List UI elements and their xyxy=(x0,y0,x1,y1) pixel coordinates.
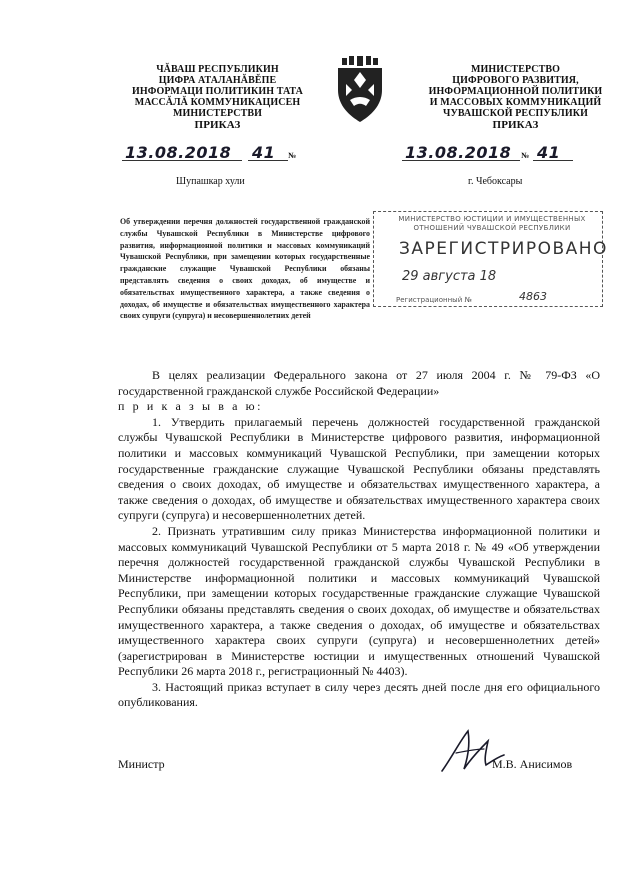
body-preamble: В целях реализации Федерального закона от 27 июля 2004 г. № 79-ФЗ «О государственной гражданской службе Российской Федерации» xyxy=(118,368,600,398)
city-left: Шупашкар хули xyxy=(176,176,245,187)
stamp-header: МИНИСТЕРСТВО ЮСТИЦИИ И ИМУЩЕСТВЕННЫХ ОТНОШЕНИЙ ЧУВАШСКОЙ РЕСПУБЛИКИ xyxy=(398,215,586,232)
body-item-1: 1. Утвердить прилагаемый перечень должностей государственной гражданской службы Чувашской Республики в Министерстве цифрового развития, информационной политики и массовых коммуникаций Чувашской Республики, при замещении которых государственные гражданские служащие Чувашской Республики обязаны представлять сведения о своих доходах, об имуществе и обязательствах имущественного характера, а также сведения о доходах, об имуществе и обязательствах имущественного характера своих супруги (супруга) и несовершеннолетних детей. xyxy=(118,414,600,523)
header-right-title: ПРИКАЗ xyxy=(492,119,539,131)
header-right-line: ЧУВАШСКОЙ РЕСПУБЛИКИ xyxy=(443,108,588,119)
signatory-name: М.В. Анисимов xyxy=(492,757,573,771)
body-order-word: п р и к а з ы в а ю: xyxy=(118,399,264,414)
chuvash-emblem-icon xyxy=(332,56,388,124)
header-left-line: МИНИСТЕРСТВИ xyxy=(172,108,263,119)
stamp-registered-word: ЗАРЕГИСТРИРОВАНО xyxy=(399,239,608,259)
body-item-2: 2. Признать утратившим силу приказ Министерства информационной политики и массовых коммуникаций Чувашской Республики от 5 марта 2018 г. № 49 «Об утверждении перечня должностей государственной гражданской службы Чувашской Республики в Министерстве информационной политики и массовых коммуникаций Чувашской Республики, при замещении которых государственные гражданские служащие Чувашской Республики обязаны представлять сведения о своих доходах, об имуществе и обязательствах имущественного характера, а также сведения о доходах, об имуществе и обязательствах имущественного характера своих супруги (супруга) и несовершеннолетних детей» (зарегистрирован в Министерстве юстиции и имущественных отношений Чувашской Республики 26 марта 2018 г., регистрационный № 4403). xyxy=(118,523,600,679)
header-left-line: МАССĂЛĂ КОММУНИКАЦИСЕН xyxy=(134,97,301,108)
number-sign: № xyxy=(521,151,530,160)
date-handwritten: 13.08.2018 xyxy=(125,143,232,162)
header-left xyxy=(100,64,335,131)
document-subject: Об утверждении перечня должностей государственной гражданской службы Чувашской Республики в Министерстве цифрового развития, информационной политики и массовых коммуникаций Чувашской Республики, при замещении которых государственные гражданские служащие Чувашской Республики обязаны представлять сведения о своих доходах, об имуществе и обязательствах имущественного характера, а также сведения о доходах, об имуществе и обязательствах имущественного характера своих супруги (супруга) и несовершеннолетних детей xyxy=(120,217,370,321)
stamp-date: 29 августа 18 xyxy=(402,269,497,284)
number-sign: № xyxy=(288,151,297,160)
header-right xyxy=(398,64,633,131)
document-body xyxy=(118,368,600,711)
number-handwritten: 41 xyxy=(252,143,276,162)
header-left-line: ЦИФРА АТАЛАНĂВĔПЕ xyxy=(158,75,277,86)
header-left-line: ЧĂВАШ РЕСПУБЛИКИН xyxy=(156,64,279,75)
header-right-line: МИНИСТЕРСТВО xyxy=(470,64,561,75)
signatory-title: Министр xyxy=(118,757,165,771)
header-right-line: И МАССОВЫХ КОММУНИКАЦИЙ xyxy=(429,97,602,108)
stamp-reg-number: 4863 xyxy=(519,290,547,303)
date-handwritten: 13.08.2018 xyxy=(405,143,512,162)
city-right: г. Чебоксары xyxy=(468,176,523,187)
header-left-line: ИНФОРМАЦИ ПОЛИТИКИН ТАТА xyxy=(131,86,304,97)
stamp-reg-label: Регистрационный № xyxy=(396,296,472,304)
number-handwritten: 41 xyxy=(537,143,561,162)
header-left-title: ПРИКАЗ xyxy=(194,119,241,131)
body-item-3: 3. Настоящий приказ вступает в силу через десять дней после дня его официального опубликования. xyxy=(118,679,600,710)
registration-stamp xyxy=(373,211,608,307)
header-right-line: ЦИФРОВОГО РАЗВИТИЯ, xyxy=(452,75,579,86)
header-right-line: ИНФОРМАЦИОННОЙ ПОЛИТИКИ xyxy=(428,86,603,97)
